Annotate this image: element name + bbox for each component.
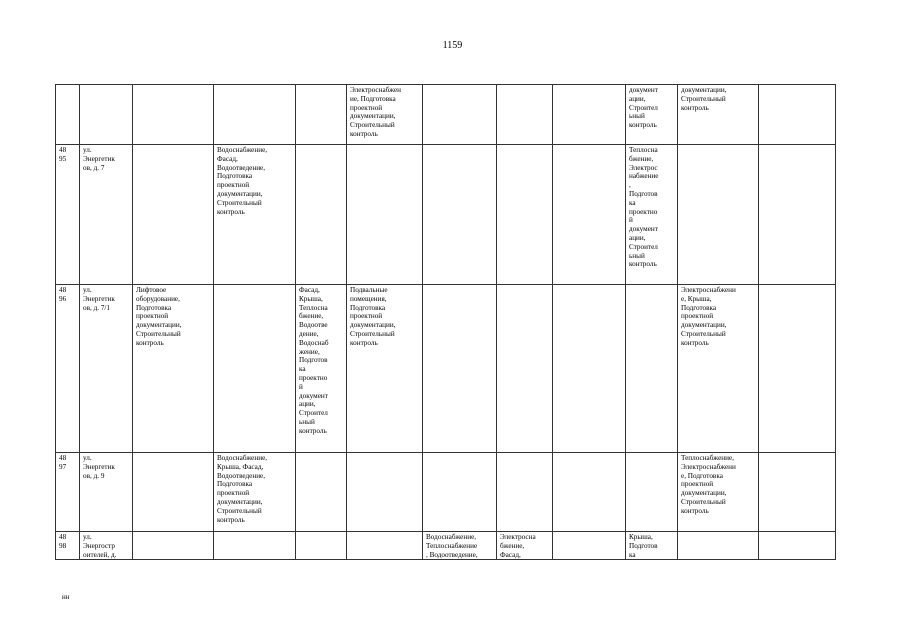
work-cell: Крыша, Подготов ка [626, 532, 678, 560]
work-cell [553, 85, 626, 145]
work-cell: Электроснабжени е, Крыша, Подготовка проектной документации, Строительный контроль [678, 285, 759, 453]
work-cell: Подвальные помещения, Подготовка проектной документации, Строительный контроль [347, 285, 423, 453]
work-cell [133, 145, 214, 285]
work-cell [626, 453, 678, 532]
work-cell [423, 85, 497, 145]
work-cell [214, 285, 296, 453]
table-row [56, 285, 836, 453]
row-number-cell [56, 85, 80, 145]
work-cell [678, 145, 759, 285]
work-cell [497, 145, 553, 285]
work-cell: Водоснабжение, Крыша, Фасад, Водоотведение, Подготовка проектной документации, Строительный контроль [214, 453, 296, 532]
work-cell [296, 85, 347, 145]
work-cell [497, 285, 553, 453]
work-cell [133, 453, 214, 532]
work-cell [347, 145, 423, 285]
work-cell [133, 532, 214, 560]
work-cell: Теплоснабжение, Электроснабжени е, Подготовка проектной документации, Строительный контроль [678, 453, 759, 532]
work-cell [423, 145, 497, 285]
page-number: 1159 [442, 40, 463, 51]
table-row [56, 145, 836, 285]
work-cell [678, 532, 759, 560]
work-cell [759, 532, 836, 560]
row-number-cell: 48 98 [56, 532, 80, 560]
work-cell [759, 85, 836, 145]
row-number-cell: 48 97 [56, 453, 80, 532]
work-cell: Электроснабжен ие, Подготовка проектной документации, Строительный контроль [347, 85, 423, 145]
work-cell: Водоснабжение, Теплоснабжение , Водоотведение, [423, 532, 497, 560]
footer-mark: нн [62, 593, 70, 601]
work-cell: Электросна бжение, Фасад, [497, 532, 553, 560]
work-cell [296, 453, 347, 532]
work-cell [759, 453, 836, 532]
work-cell [553, 145, 626, 285]
work-cell: Лифтовое оборудование, Подготовка проектной документации, Строительный контроль [133, 285, 214, 453]
work-cell [759, 285, 836, 453]
work-cell [296, 145, 347, 285]
address-cell: ул. Энергетик ов, д. 7 [80, 145, 133, 285]
address-cell [80, 85, 133, 145]
work-cell [133, 85, 214, 145]
work-cell [296, 532, 347, 560]
work-cell: документ ации, Строител ьный контроль [626, 85, 678, 145]
work-cell [553, 453, 626, 532]
work-cell [423, 285, 497, 453]
work-cell [347, 532, 423, 560]
work-cell [497, 85, 553, 145]
address-cell: ул. Энергостр оителей, д. [80, 532, 133, 560]
table-row [56, 532, 836, 560]
repair-schedule-table [55, 84, 836, 560]
work-cell [423, 453, 497, 532]
work-cell [214, 85, 296, 145]
work-cell: Водоснабжение, Фасад, Водоотведение, Подготовка проектной документации, Строительный контроль [214, 145, 296, 285]
work-cell [553, 532, 626, 560]
table-row [56, 453, 836, 532]
row-number-cell: 48 95 [56, 145, 80, 285]
work-cell [497, 453, 553, 532]
address-cell: ул. Энергетик ов, д. 7/1 [80, 285, 133, 453]
table-row [56, 85, 836, 145]
work-cell [759, 145, 836, 285]
work-cell: Фасад, Крыша, Теплосна бжение, Водоотве дение, Водоснаб жение, Подготов ка проектно й документ ации, Строител ьный контроль [296, 285, 347, 453]
address-cell: ул. Энергетик ов, д. 9 [80, 453, 133, 532]
work-cell: Теплосна бжение, Электрос набжение , Подготов ка проектно й документ ации, Строител ьный контроль [626, 145, 678, 285]
row-number-cell: 48 96 [56, 285, 80, 453]
work-cell [553, 285, 626, 453]
work-cell [347, 453, 423, 532]
work-cell: документации, Строительный контроль [678, 85, 759, 145]
work-cell [626, 285, 678, 453]
work-cell [214, 532, 296, 560]
